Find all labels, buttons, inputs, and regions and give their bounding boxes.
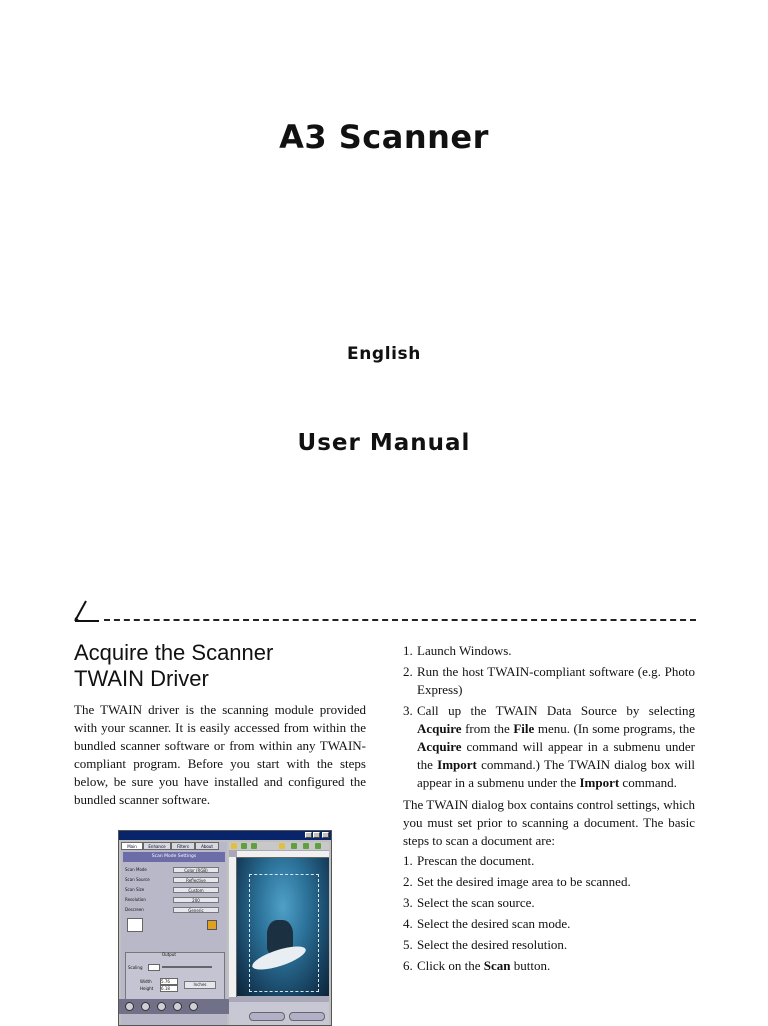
- setting-label: Descreen: [125, 907, 144, 912]
- tab-main: Main: [121, 842, 143, 850]
- button-strip: [119, 999, 229, 1014]
- arrow-icon: [241, 843, 247, 849]
- top-ruler: [237, 851, 329, 858]
- preview-toolbar: [229, 842, 329, 850]
- circle-button-icon: [125, 1002, 134, 1011]
- unit-select: Inches: [184, 981, 216, 989]
- arrow-icon: [251, 843, 257, 849]
- height-field: 6.18: [160, 985, 178, 992]
- output-group: [125, 952, 225, 1000]
- setting-row: [125, 876, 225, 884]
- maximize-icon: [313, 832, 320, 838]
- setting-row: [125, 866, 225, 874]
- setting-row: [125, 906, 225, 914]
- twain-dialog-screenshot: [118, 830, 332, 1026]
- dialog-titlebar: [119, 831, 331, 840]
- list-item: 5. Select the desired resolution.: [403, 937, 568, 952]
- list-item: 6. Click on the Scan button.: [403, 958, 551, 973]
- width-label: Width: [140, 979, 152, 984]
- output-label: Output: [162, 952, 176, 957]
- prescan-button: [249, 1012, 285, 1021]
- setting-label: Scan Mode: [125, 867, 147, 872]
- language-label: English: [347, 344, 421, 364]
- setting-value: Reflective: [173, 877, 219, 883]
- dialog-paragraph: The TWAIN dialog box contains control settings, which you must set prior to scanning a document. The basic steps to scan a document are:: [403, 797, 695, 848]
- width-field: 5.76: [160, 978, 178, 985]
- setting-label: Scan Source: [125, 877, 150, 882]
- close-icon: [322, 832, 329, 838]
- setting-label: Resolution: [125, 897, 146, 902]
- tab-enhance: Enhance: [143, 842, 171, 850]
- list-item: 4. Select the desired scan mode.: [403, 916, 571, 931]
- launch-steps: [403, 642, 695, 792]
- list-item: 3. Call up the TWAIN Data Source by selecting Acquire from the File menu. (In some programs, the Acquire command will appear in a submenu under the Import command.) The TWAIN dialog box will appear in a submenu under the Import command.: [403, 703, 696, 790]
- section-divider: [104, 619, 696, 621]
- circle-button-icon: [173, 1002, 182, 1011]
- pen-note-icon: [72, 596, 102, 626]
- scan-mode-settings-header: Scan Mode Settings: [123, 852, 225, 862]
- color-tool-icon: [207, 920, 217, 930]
- scaling-slider: [162, 966, 212, 968]
- document-type-icon: [127, 918, 143, 932]
- arrow-icon: [303, 843, 309, 849]
- settings-panel: [121, 842, 227, 1025]
- height-label: Height: [140, 986, 154, 991]
- document-subtitle: User Manual: [297, 430, 471, 456]
- setting-value: Custom: [173, 887, 219, 893]
- setting-value: Generic: [173, 907, 219, 913]
- instructions-column: [403, 642, 695, 978]
- tab-filters: Filters: [171, 842, 195, 850]
- fit-icon: [279, 843, 285, 849]
- section-heading-line1: Acquire the Scanner: [74, 640, 274, 665]
- setting-row: [125, 886, 225, 894]
- list-item: 2. Set the desired image area to be scanned.: [403, 874, 631, 889]
- setting-label: Scan Size: [125, 887, 145, 892]
- section-heading-line2: TWAIN Driver: [74, 666, 209, 691]
- setting-value: 200: [173, 897, 219, 903]
- tab-about: About: [195, 842, 219, 850]
- zoom-icon: [231, 843, 237, 849]
- circle-button-icon: [189, 1002, 198, 1011]
- setting-value: Color (RGB): [173, 867, 219, 873]
- scan-button: [289, 1012, 325, 1021]
- arrow-icon: [291, 843, 297, 849]
- circle-button-icon: [141, 1002, 150, 1011]
- section-heading: [74, 640, 374, 692]
- setting-row: [125, 896, 225, 904]
- list-item: 2. Run the host TWAIN-compliant software (e.g. Photo Express): [403, 664, 695, 697]
- list-item: 1. Launch Windows.: [403, 643, 512, 658]
- document-title: A3 Scanner: [279, 118, 489, 156]
- arrow-icon: [315, 843, 321, 849]
- preview-image: [237, 858, 329, 996]
- scaling-label: Scaling: [128, 965, 143, 970]
- minimize-icon: [305, 832, 312, 838]
- preview-bottom: [229, 1002, 329, 1025]
- dialog-tabs: [121, 842, 227, 850]
- left-ruler: [229, 857, 237, 997]
- preview-panel: [229, 842, 329, 1025]
- scan-steps: [403, 852, 695, 975]
- list-item: 3. Select the scan source.: [403, 895, 535, 910]
- scaling-field: [148, 964, 160, 971]
- circle-button-icon: [157, 1002, 166, 1011]
- intro-paragraph: The TWAIN driver is the scanning module provided with your scanner. It is easily accessed from within the bundled scanner software or from within any TWAIN-compliant program. Before you start with the steps below, be sure you have installed and configured the bundled scanner software.: [74, 702, 366, 807]
- list-item: 1. Prescan the document.: [403, 853, 535, 868]
